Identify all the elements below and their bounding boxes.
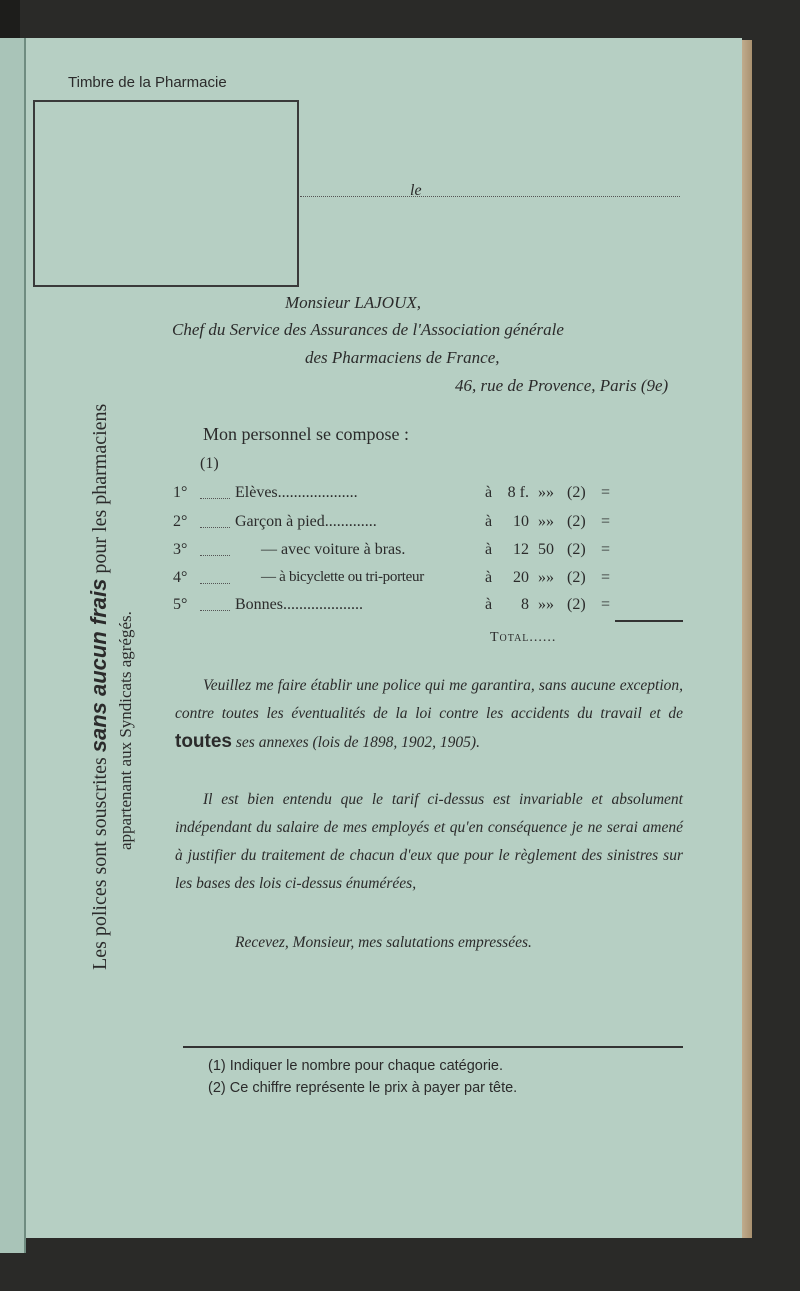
- emphasis-word: toutes: [175, 731, 232, 752]
- row-price: 10: [513, 513, 529, 530]
- personnel-row: [173, 541, 633, 565]
- row-price: 8: [521, 596, 529, 613]
- row-price: 20: [513, 569, 529, 586]
- footnote-2: (2) Ce chiffre représente le prix à payer par tête.: [208, 1080, 518, 1096]
- count-blank: [200, 498, 230, 499]
- row-prefix: à: [485, 569, 493, 586]
- row-equals: =: [601, 569, 611, 586]
- row-ref: (2): [567, 596, 586, 613]
- address-line-1: Monsieur LAJOUX,: [285, 293, 421, 312]
- detach-strip: [0, 38, 26, 1253]
- total-label: Total......: [490, 630, 557, 645]
- request-text-b: ses annexes (lois de 1898, 1902, 1905).: [232, 734, 480, 751]
- address-line-3: des Pharmaciens de France,: [305, 348, 500, 367]
- row-cents: »»: [538, 513, 554, 530]
- row-number: 4°: [173, 569, 188, 586]
- row-cents: »»: [538, 569, 554, 586]
- personnel-row: [173, 484, 633, 508]
- row-ref: (2): [567, 484, 586, 501]
- row-label: Bonnes....................: [235, 596, 363, 613]
- row-cents: 50: [538, 541, 554, 558]
- count-blank: [200, 610, 230, 611]
- row-label: — à bicyclette ou tri-porteur: [261, 569, 424, 585]
- date-placeholder: le: [410, 182, 422, 199]
- date-line: [300, 196, 680, 197]
- side-emphasis: sans aucun frais: [86, 578, 111, 753]
- count-blank: [200, 555, 230, 556]
- row-cents: »»: [538, 596, 554, 613]
- side-text-a: Les polices sont souscrites: [89, 752, 111, 970]
- row-equals: =: [601, 596, 611, 613]
- row-equals: =: [601, 484, 611, 501]
- binding-shadow: [0, 0, 20, 38]
- count-blank: [200, 583, 230, 584]
- row-ref: (2): [567, 541, 586, 558]
- row-label: — avec voiture à bras.: [261, 541, 406, 558]
- footnote-rule: [183, 1046, 683, 1048]
- row-number: 5°: [173, 596, 188, 613]
- personnel-row: [173, 596, 633, 620]
- personnel-intro: Mon personnel se compose :: [203, 424, 409, 444]
- address-line-4: 46, rue de Provence, Paris (9e): [455, 376, 669, 395]
- row-cents: »»: [538, 484, 554, 501]
- row-label: Garçon à pied.............: [235, 513, 377, 530]
- closing-salutation: Recevez, Monsieur, mes salutations empressées.: [235, 934, 532, 951]
- row-number: 3°: [173, 541, 188, 558]
- count-blank: [200, 527, 230, 528]
- personnel-row: [173, 569, 633, 593]
- row-equals: =: [601, 541, 611, 558]
- row-prefix: à: [485, 596, 493, 613]
- conditions-paragraph: Il est bien entendu que le tarif ci-dessus est invariable et absolument indépendant du salaire de mes employés et qu'en conséquence je ne serai amené à justifier du traitement de chacun d'eux que pour le règlement des sinistres sur les bases des lois ci-dessus énumérées,: [175, 791, 683, 892]
- total-rule: [615, 620, 683, 622]
- request-text-a: Veuillez me faire établir une police qui me garantira, sans aucune exception, contre toutes les éventualités de la loi contre les accidents du travail et de: [175, 677, 683, 722]
- footnote-1: (1) Indiquer le nombre pour chaque catégorie.: [208, 1058, 504, 1074]
- row-price: 8 f.: [507, 484, 529, 501]
- row-ref: (2): [567, 569, 586, 586]
- row-prefix: à: [485, 541, 493, 558]
- row-number: 1°: [173, 484, 188, 501]
- personnel-row: [173, 513, 633, 537]
- row-equals: =: [601, 513, 611, 530]
- row-price: 12: [513, 541, 529, 558]
- note-ref-1: (1): [200, 455, 219, 472]
- row-prefix: à: [485, 484, 493, 501]
- side-note-line-1: [86, 404, 112, 970]
- stamp-box: [33, 100, 299, 287]
- stamp-label: Timbre de la Pharmacie: [68, 74, 227, 91]
- row-ref: (2): [567, 513, 586, 530]
- request-paragraph: [175, 672, 683, 757]
- address-line-2: Chef du Service des Assurances de l'Association générale: [172, 320, 564, 339]
- row-prefix: à: [485, 513, 493, 530]
- row-label: Elèves....................: [235, 484, 358, 501]
- side-text-b: pour les pharmaciens: [89, 403, 111, 579]
- row-number: 2°: [173, 513, 188, 530]
- side-note-line-2: appartenant aux Syndicats agrégés.: [116, 611, 135, 850]
